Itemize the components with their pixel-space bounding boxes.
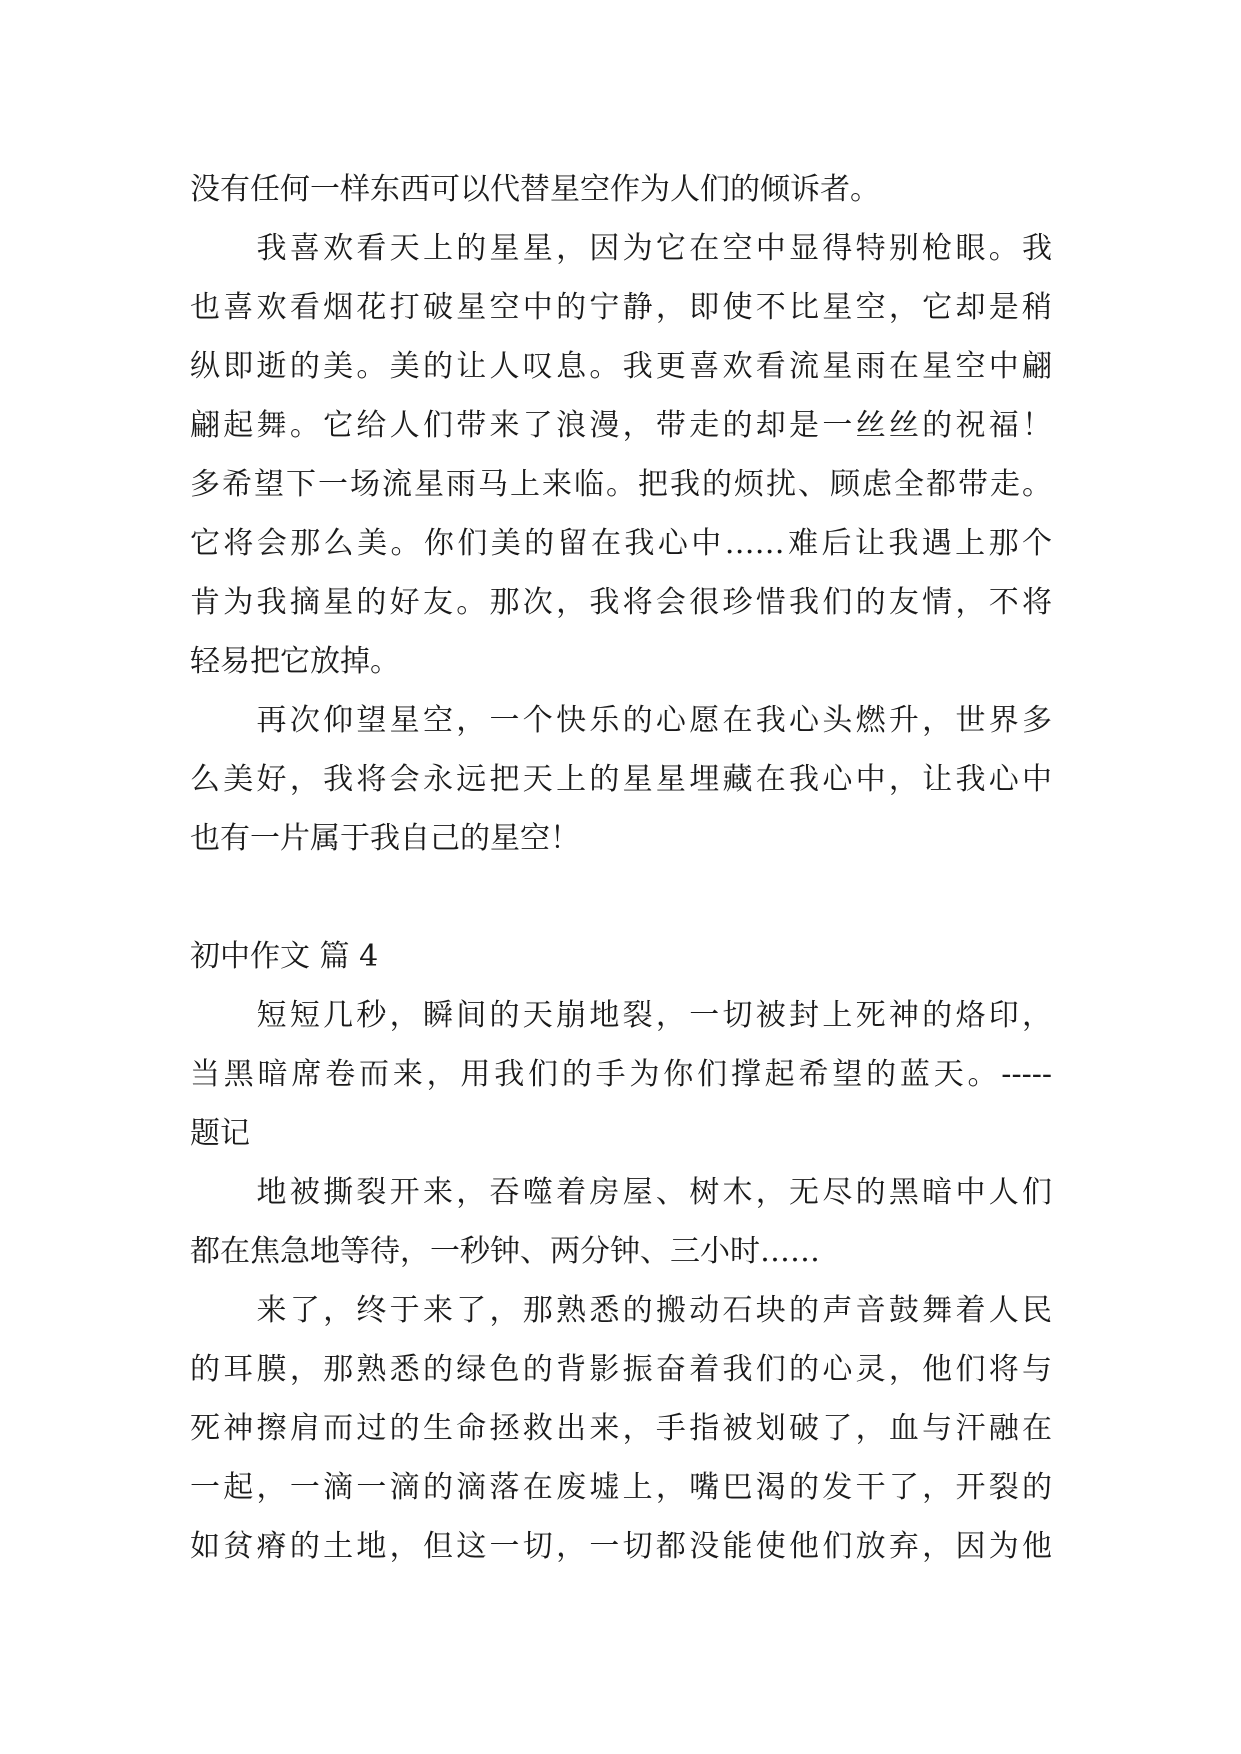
text-line: 一起，一滴一滴的滴落在废墟上，嘴巴渴的发干了，开裂的: [190, 1470, 1052, 1505]
text-line: 当黑暗席卷而来，用我们的手为你们撑起希望的蓝天。-----: [190, 1057, 1052, 1092]
text-line: 的耳膜，那熟悉的绿色的背影振奋着我们的心灵，他们将与: [190, 1352, 1052, 1387]
text-line: 肯为我摘星的好友。那次，我将会很珍惜我们的友情，不将: [190, 585, 1052, 620]
document-page: [190, 160, 1052, 1576]
paragraph-start-line: 再次仰望星空，一个快乐的心愿在我心头燃升，世界多: [190, 703, 1052, 738]
text-line: 如贫瘠的土地，但这一切，一切都没能使他们放弃，因为他: [190, 1529, 1052, 1564]
text-line: 纵即逝的美。美的让人叹息。我更喜欢看流星雨在星空中翩: [190, 349, 1052, 384]
paragraph-start-line: 短短几秒，瞬间的天崩地裂，一切被封上死神的烙印，: [190, 998, 1052, 1033]
paragraph-start-line: 来了，终于来了，那熟悉的搬动石块的声音鼓舞着人民: [190, 1293, 1052, 1328]
text-line: 轻易把它放掉。: [190, 644, 400, 679]
section-heading: 初中作文 篇 4: [190, 939, 379, 974]
text-line: 多希望下一场流星雨马上来临。把我的烦扰、顾虑全都带走。: [190, 467, 1052, 502]
blank-line: [190, 868, 1052, 927]
paragraph-start-line: 地被撕裂开来，吞噬着房屋、树木，无尽的黑暗中人们: [190, 1175, 1052, 1210]
text-line: 它将会那么美。你们美的留在我心中……难后让我遇上那个: [190, 526, 1052, 561]
paragraph-start-line: 我喜欢看天上的星星，因为它在空中显得特别枪眼。我: [190, 231, 1052, 266]
text-line: 翩起舞。它给人们带来了浪漫，带走的却是一丝丝的祝福！: [190, 408, 1052, 443]
text-line: 都在焦急地等待，一秒钟、两分钟、三小时……: [190, 1234, 820, 1269]
text-line: 死神擦肩而过的生命拯救出来，手指被划破了，血与汗融在: [190, 1411, 1052, 1446]
text-line: 也喜欢看烟花打破星空中的宁静，即使不比星空，它却是稍: [190, 290, 1052, 325]
text-line: 么美好，我将会永远把天上的星星埋藏在我心中，让我心中: [190, 762, 1052, 797]
text-line: 题记: [190, 1116, 250, 1151]
text-line: 没有任何一样东西可以代替星空作为人们的倾诉者。: [190, 172, 880, 207]
text-line: 也有一片属于我自己的星空！: [190, 821, 580, 856]
